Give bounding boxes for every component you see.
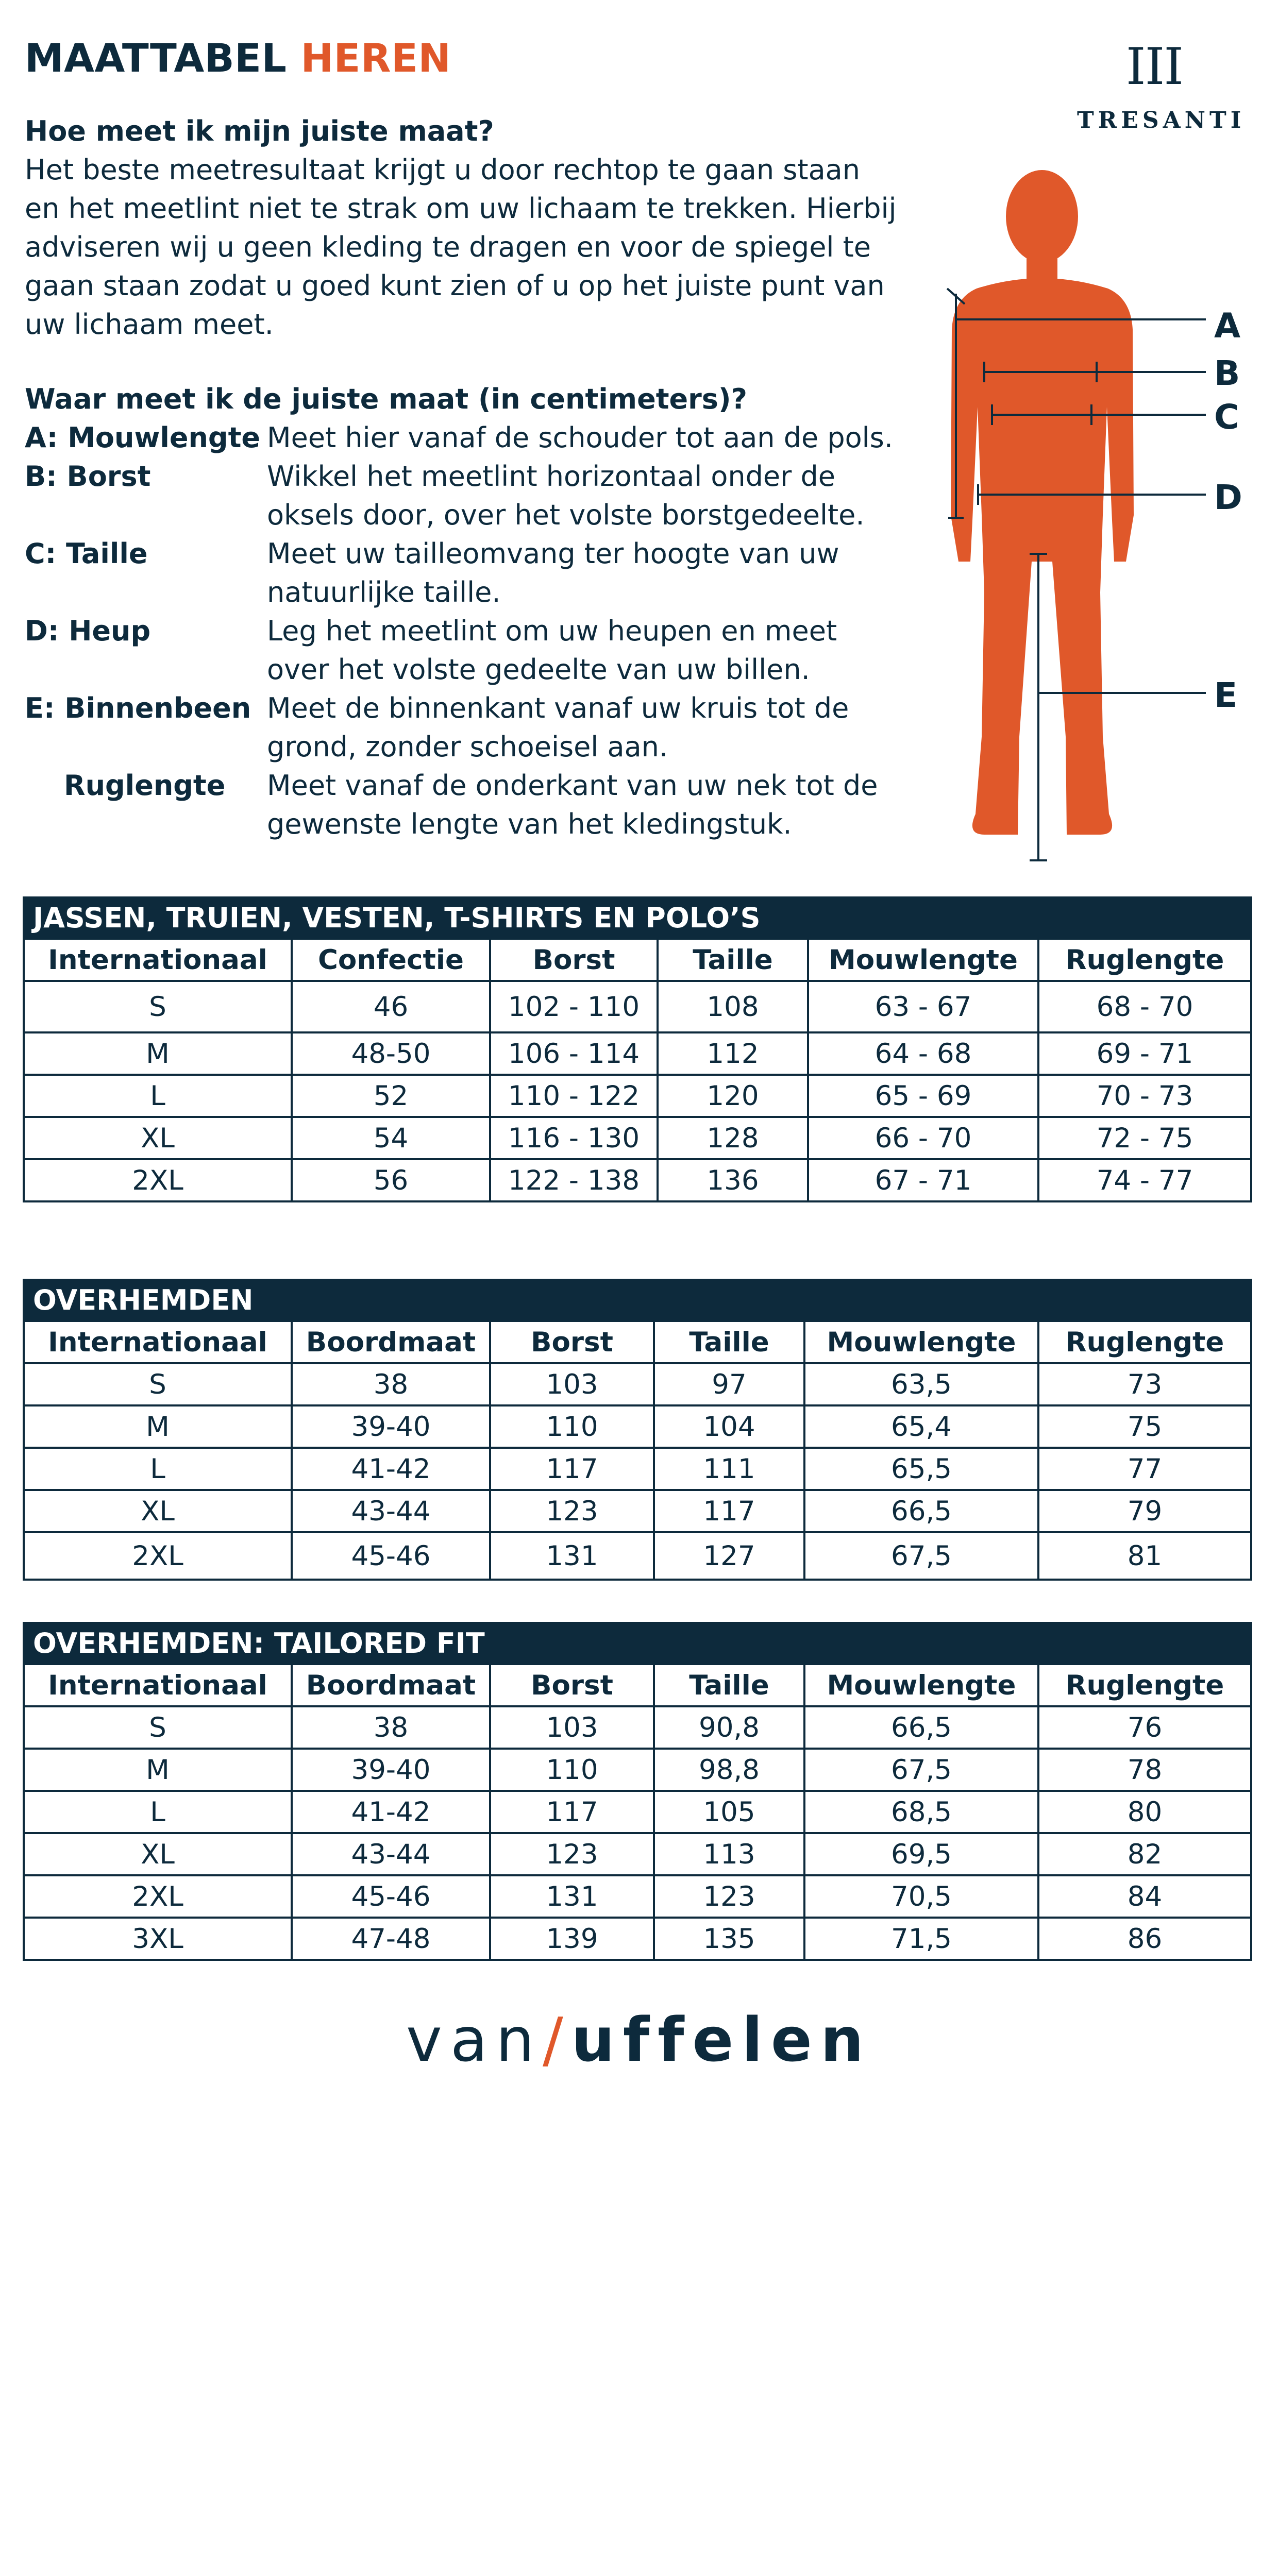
table-cell: 98,8 <box>654 1749 804 1791</box>
measure-label: D: Heup <box>25 615 151 647</box>
table-cell: 66,5 <box>804 1706 1038 1749</box>
table-cell: 139 <box>490 1918 654 1960</box>
table-cell: 72 - 75 <box>1038 1117 1251 1159</box>
table-cell: 84 <box>1038 1875 1251 1918</box>
table-cell: 113 <box>654 1833 804 1875</box>
table-cell: 2XL <box>24 1875 292 1918</box>
table-cell: 76 <box>1038 1706 1251 1749</box>
intro-line: Het beste meetresultaat krijgt u door rechtop te gaan staan <box>25 154 861 186</box>
table-row <box>24 1032 1251 1075</box>
measure-desc <box>267 418 937 457</box>
measure-item-chest <box>25 457 952 534</box>
table-cell: 43-44 <box>292 1490 490 1532</box>
figure-letter-c: C <box>1214 397 1239 437</box>
table-cell: 131 <box>490 1532 654 1580</box>
table-cell: L <box>24 1448 292 1490</box>
tresanti-mark: III <box>1125 38 1183 96</box>
table-cell: L <box>24 1791 292 1833</box>
table-header-row <box>24 1321 1251 1363</box>
measure-item-hip <box>25 612 952 689</box>
table-cell: M <box>24 1032 292 1075</box>
table-cell: 122 - 138 <box>490 1159 658 1201</box>
table-cell: 75 <box>1038 1405 1251 1448</box>
table-cell: 123 <box>490 1833 654 1875</box>
table-cell: 127 <box>654 1532 804 1580</box>
col-header: Ruglengte <box>1038 1664 1251 1706</box>
table-row <box>24 1448 1251 1490</box>
table-cell: 47-48 <box>292 1918 490 1960</box>
table-row <box>24 1159 1251 1201</box>
size-table-jackets <box>23 896 1252 1202</box>
measure-label: Ruglengte <box>64 769 226 802</box>
col-header: Borst <box>490 1664 654 1706</box>
title-main: MAATTABEL <box>25 35 287 81</box>
table-cell: 3XL <box>24 1918 292 1960</box>
table-header-row <box>24 1664 1251 1706</box>
table-cell: 103 <box>490 1363 654 1405</box>
table-cell: 63,5 <box>804 1363 1038 1405</box>
table-cell: 104 <box>654 1405 804 1448</box>
table-cell: 66,5 <box>804 1490 1038 1532</box>
col-header: Boordmaat <box>292 1321 490 1363</box>
table-cell: 111 <box>654 1448 804 1490</box>
table-row <box>24 1405 1251 1448</box>
table-cell: 56 <box>292 1159 490 1201</box>
measure-desc-line: over het volste gedeelte van uw billen. <box>267 653 810 686</box>
table-row <box>24 1117 1251 1159</box>
table-row <box>24 1490 1251 1532</box>
col-header: Ruglengte <box>1038 939 1251 981</box>
table-cell: 38 <box>292 1363 490 1405</box>
figure-letter-d: D <box>1214 478 1242 517</box>
measure-label: A: Mouwlengte <box>25 421 261 454</box>
size-table-tailored-shirts <box>23 1622 1252 1961</box>
table-cell: 45-46 <box>292 1875 490 1918</box>
table-cell: 90,8 <box>654 1706 804 1749</box>
table-row <box>24 1749 1251 1791</box>
table-cell: 39-40 <box>292 1749 490 1791</box>
measure-desc-line: Leg het meetlint om uw heupen en meet <box>267 615 837 647</box>
tresanti-wordmark: TRESANTI <box>1077 107 1246 133</box>
table-cell: 68 - 70 <box>1038 981 1251 1032</box>
table-row <box>24 1875 1251 1918</box>
intro-section <box>25 112 952 344</box>
table-header-row <box>24 939 1251 981</box>
table-cell: M <box>24 1749 292 1791</box>
col-header: Mouwlengte <box>804 1321 1038 1363</box>
table-cell: 54 <box>292 1117 490 1159</box>
table-cell: 105 <box>654 1791 804 1833</box>
table-cell: 110 - 122 <box>490 1075 658 1117</box>
table-cell: 103 <box>490 1706 654 1749</box>
intro-question: Hoe meet ik mijn juiste maat? <box>25 115 494 147</box>
table-cell: 136 <box>658 1159 808 1201</box>
intro-line: adviseren wij u geen kleding te dragen en voor de spiegel te <box>25 231 871 263</box>
measure-desc-line: grond, zonder schoeisel aan. <box>267 731 668 763</box>
intro-line: gaan staan zodat u goed kunt zien of u op het juiste punt van <box>25 269 885 302</box>
table-cell: 69 - 71 <box>1038 1032 1251 1075</box>
table-row <box>24 1833 1251 1875</box>
col-header: Taille <box>658 939 808 981</box>
measure-desc-line: Meet uw tailleomvang ter hoogte van uw <box>267 537 839 570</box>
table-cell: 69,5 <box>804 1833 1038 1875</box>
table-cell: 117 <box>490 1791 654 1833</box>
table-cell: 67,5 <box>804 1532 1038 1580</box>
table-cell: 66 - 70 <box>808 1117 1038 1159</box>
measure-desc-line: Wikkel het meetlint horizontaal onder de <box>267 460 836 493</box>
table-cell: S <box>24 1363 292 1405</box>
logo-part-van: van <box>406 2004 543 2075</box>
table-cell: 67,5 <box>804 1749 1038 1791</box>
measure-item-sleeve <box>25 418 952 457</box>
measure-desc <box>267 612 937 689</box>
measure-list <box>25 418 952 843</box>
table-cell: XL <box>24 1117 292 1159</box>
measure-label: C: Taille <box>25 537 148 570</box>
measure-desc <box>267 689 937 766</box>
figure-letter-b: B <box>1214 353 1240 393</box>
table-cell: 131 <box>490 1875 654 1918</box>
measure-heading: Waar meet ik de juiste maat (in centimeters)? <box>25 383 747 415</box>
table-cell: 2XL <box>24 1159 292 1201</box>
table-cell: 117 <box>490 1448 654 1490</box>
table-cell: 120 <box>658 1075 808 1117</box>
col-header: Boordmaat <box>292 1664 490 1706</box>
logo-part-uffelen: uffelen <box>571 2004 872 2075</box>
table-cell: 79 <box>1038 1490 1251 1532</box>
intro-line: uw lichaam meet. <box>25 308 274 341</box>
title-accent: HEREN <box>300 35 451 81</box>
table-cell: 86 <box>1038 1918 1251 1960</box>
col-header: Borst <box>490 1321 654 1363</box>
table-title: OVERHEMDEN <box>23 1279 1252 1320</box>
col-header: Mouwlengte <box>808 939 1038 981</box>
table-cell: 39-40 <box>292 1405 490 1448</box>
table-cell: 43-44 <box>292 1833 490 1875</box>
table-cell: 74 - 77 <box>1038 1159 1251 1201</box>
logo-slash: / <box>542 2004 571 2075</box>
table-cell: XL <box>24 1490 292 1532</box>
measure-desc-line: Meet hier vanaf de schouder tot aan de pols. <box>267 421 893 454</box>
table-cell: 117 <box>654 1490 804 1532</box>
measure-label: B: Borst <box>25 460 151 493</box>
table-cell: 123 <box>654 1875 804 1918</box>
table-cell: 46 <box>292 981 490 1032</box>
col-header: Internationaal <box>24 939 292 981</box>
body-figure <box>917 165 1278 876</box>
table-cell: 2XL <box>24 1532 292 1580</box>
measure-desc-line: natuurlijke taille. <box>267 576 501 608</box>
measure-item-waist <box>25 534 952 612</box>
table-cell: 70 - 73 <box>1038 1075 1251 1117</box>
table-cell: M <box>24 1405 292 1448</box>
measure-desc-line: oksels door, over het volste borstgedeelte. <box>267 499 865 531</box>
col-header: Borst <box>490 939 658 981</box>
table-cell: 38 <box>292 1706 490 1749</box>
table-cell: 48-50 <box>292 1032 490 1075</box>
table-cell: 65 - 69 <box>808 1075 1038 1117</box>
table-cell: 135 <box>654 1918 804 1960</box>
col-header: Mouwlengte <box>804 1664 1038 1706</box>
table-cell: 82 <box>1038 1833 1251 1875</box>
intro-line: en het meetlint niet te strak om uw lichaam te trekken. Hierbij <box>25 192 897 225</box>
figure-letter-e: E <box>1214 675 1238 715</box>
col-header: Taille <box>654 1664 804 1706</box>
table-cell: 123 <box>490 1490 654 1532</box>
table-cell: 71,5 <box>804 1918 1038 1960</box>
col-header: Internationaal <box>24 1321 292 1363</box>
table-cell: 67 - 71 <box>808 1159 1038 1201</box>
table-cell: 68,5 <box>804 1791 1038 1833</box>
measure-label: E: Binnenbeen <box>25 692 251 724</box>
figure-letter-a: A <box>1214 306 1241 346</box>
col-header: Ruglengte <box>1038 1321 1251 1363</box>
table-cell: 110 <box>490 1405 654 1448</box>
measure-desc <box>267 766 937 843</box>
table-cell: 64 - 68 <box>808 1032 1038 1075</box>
table-cell: 70,5 <box>804 1875 1038 1918</box>
tresanti-logo <box>1077 38 1246 133</box>
table-row <box>24 1532 1251 1580</box>
table-title: OVERHEMDEN: TAILORED FIT <box>23 1622 1252 1663</box>
table-cell: L <box>24 1075 292 1117</box>
table-cell: 128 <box>658 1117 808 1159</box>
size-table-shirts <box>23 1279 1252 1581</box>
table-cell: 41-42 <box>292 1791 490 1833</box>
table-cell: 102 - 110 <box>490 981 658 1032</box>
table-cell: XL <box>24 1833 292 1875</box>
table-row <box>24 981 1251 1032</box>
col-header: Confectie <box>292 939 490 981</box>
table-cell: 116 - 130 <box>490 1117 658 1159</box>
table-cell: S <box>24 981 292 1032</box>
table-cell: 41-42 <box>292 1448 490 1490</box>
measure-desc <box>267 534 937 612</box>
table-cell: 110 <box>490 1749 654 1791</box>
table-cell: 112 <box>658 1032 808 1075</box>
page-title <box>25 35 451 81</box>
table-cell: 80 <box>1038 1791 1251 1833</box>
measure-desc-line: Meet vanaf de onderkant van uw nek tot de <box>267 769 878 802</box>
measure-desc-line: gewenste lengte van het kledingstuk. <box>267 808 792 840</box>
table-cell: 106 - 114 <box>490 1032 658 1075</box>
measure-item-inseam <box>25 689 952 766</box>
col-header: Taille <box>654 1321 804 1363</box>
measure-item-back-length <box>25 766 952 843</box>
table-cell: 65,5 <box>804 1448 1038 1490</box>
table-cell: 52 <box>292 1075 490 1117</box>
table-row <box>24 1918 1251 1960</box>
table-cell: 73 <box>1038 1363 1251 1405</box>
table-cell: 45-46 <box>292 1532 490 1580</box>
table-cell: 77 <box>1038 1448 1251 1490</box>
col-header: Internationaal <box>24 1664 292 1706</box>
table-row <box>24 1363 1251 1405</box>
table-cell: 97 <box>654 1363 804 1405</box>
table-row <box>24 1706 1251 1749</box>
van-uffelen-logo <box>0 2004 1278 2075</box>
table-cell: 81 <box>1038 1532 1251 1580</box>
table-title: JASSEN, TRUIEN, VESTEN, T-SHIRTS EN POLO’S <box>23 896 1252 938</box>
table-cell: 108 <box>658 981 808 1032</box>
measure-desc <box>267 457 937 534</box>
table-row <box>24 1791 1251 1833</box>
table-row <box>24 1075 1251 1117</box>
table-cell: 65,4 <box>804 1405 1038 1448</box>
table-cell: 78 <box>1038 1749 1251 1791</box>
table-cell: S <box>24 1706 292 1749</box>
measure-desc-line: Meet de binnenkant vanaf uw kruis tot de <box>267 692 849 724</box>
table-cell: 63 - 67 <box>808 981 1038 1032</box>
